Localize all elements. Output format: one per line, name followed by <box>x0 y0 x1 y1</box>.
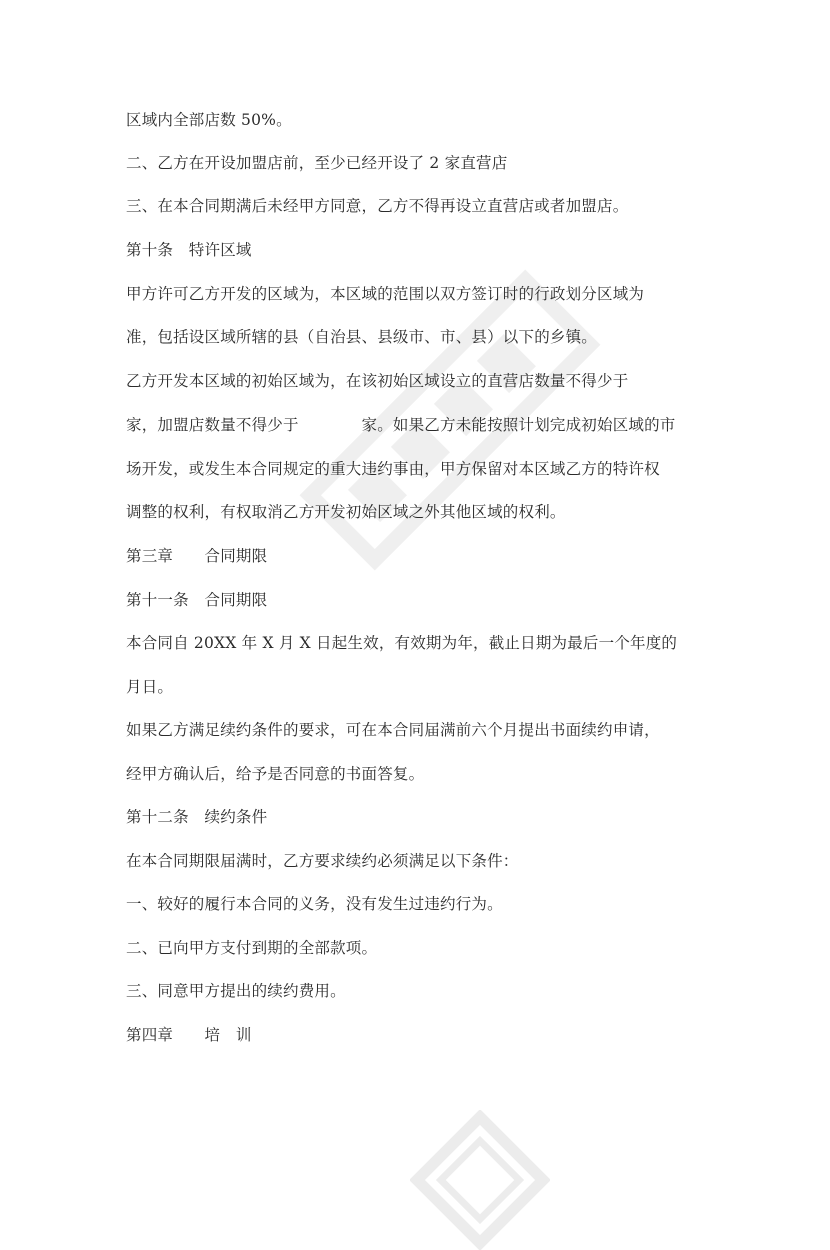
chapter-heading: 第三章 合同期限 <box>126 547 268 565</box>
text-line: 一、较好的履行本合同的义务，没有发生过违约行为。 <box>126 895 503 913</box>
text-line: 如果乙方满足续约条件的要求，可在本合同届满前六个月提出书面续约申请， <box>126 721 660 739</box>
text-line: 甲方许可乙方开发的区域为，本区域的范围以双方签订时的行政划分区域为 <box>126 285 645 303</box>
watermark-stamp-icon <box>410 1110 550 1250</box>
text-line: 三、同意甲方提出的续约费用。 <box>126 982 346 1000</box>
text-line: 二、乙方在开设加盟店前，至少已经开设了 2 家直营店 <box>126 154 508 172</box>
text-line: 经甲方确认后，给予是否同意的书面答复。 <box>126 765 425 783</box>
text-line: 乙方开发本区域的初始区域为，在该初始区域设立的直营店数量不得少于 <box>126 372 629 390</box>
text-line: 二、已向甲方支付到期的全部款项。 <box>126 939 378 957</box>
article-heading: 第十二条 续约条件 <box>126 808 268 826</box>
article-heading: 第十条 特许区域 <box>126 241 252 259</box>
text-line: 本合同自 20XX 年 X 月 X 日起生效，有效期为年，截止日期为最后一个年度的 <box>126 634 678 652</box>
text-line: 区域内全部店数 50%。 <box>126 111 292 129</box>
text-line: 在本合同期限届满时，乙方要求续约必须满足以下条件： <box>126 852 519 870</box>
text-line: 月日。 <box>126 678 174 696</box>
chapter-heading: 第四章 培 训 <box>126 1026 252 1044</box>
article-heading: 第十一条 合同期限 <box>126 591 268 609</box>
text-line: 场开发，或发生本合同规定的重大违约事由，甲方保留对本区域乙方的特许权 <box>126 460 660 478</box>
text-line: 调整的权利，有权取消乙方开发初始区域之外其他区域的权利。 <box>126 503 566 521</box>
text-line: 家，加盟店数量不得少于 家。如果乙方未能按照计划完成初始区域的市 <box>126 416 676 434</box>
text-line: 三、在本合同期满后未经甲方同意，乙方不得再设立直营店或者加盟店。 <box>126 197 629 215</box>
text-line: 准，包括设区域所辖的县（自治县、县级市、市、县）以下的乡镇。 <box>126 328 598 346</box>
